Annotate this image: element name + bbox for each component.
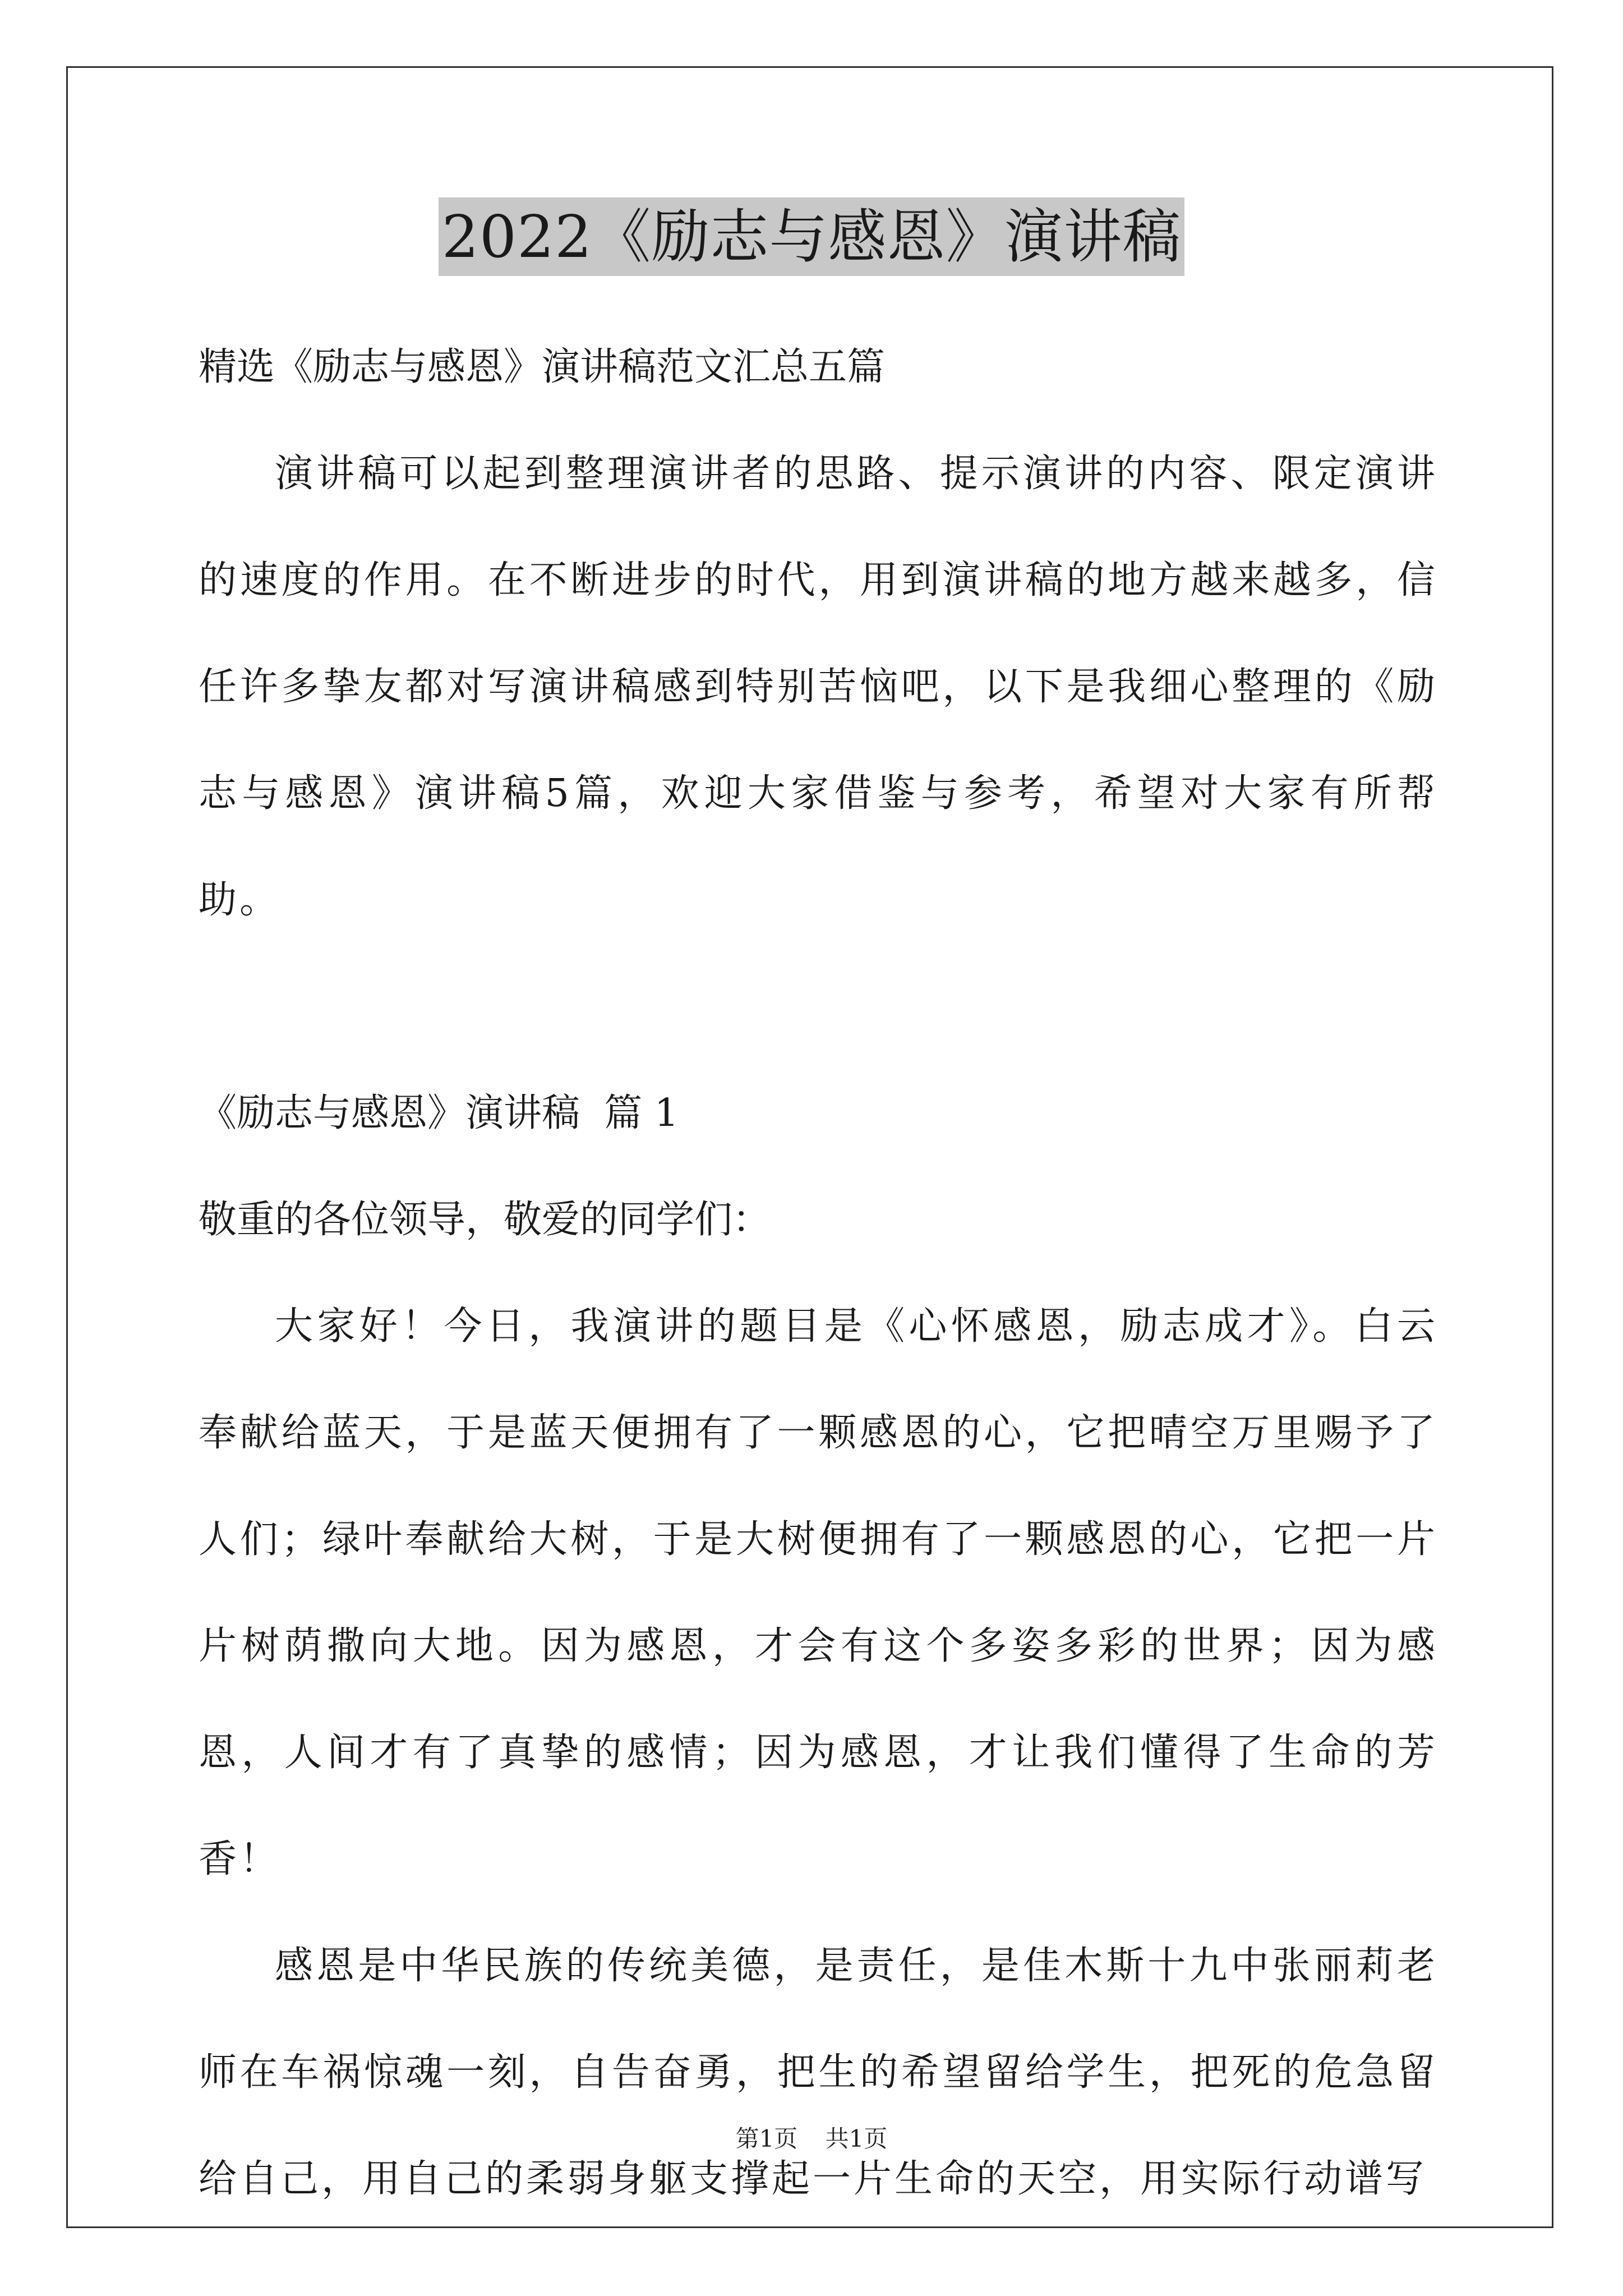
- document-subtitle: 精选《励志与感恩》演讲稿范文汇总五篇: [199, 345, 886, 389]
- page-number: 第1页: [735, 2125, 798, 2152]
- document-title: 2022《励志与感恩》演讲稿: [439, 197, 1185, 276]
- section-heading: 《励志与感恩》演讲稿 篇 1: [199, 1091, 679, 1135]
- page-total: 共1页: [825, 2125, 888, 2152]
- page-footer: [0, 2120, 1623, 2154]
- title-container: [0, 197, 1623, 276]
- intro-paragraph: 演讲稿可以起到整理演讲者的思路、提示演讲的内容、限定演讲的速度的作用。在不断进步的时代，用到演讲稿的地方越来越多，信任许多挚友都对写演讲稿感到特别苦恼吧，以下是我细心整理的《励志与感恩》演讲稿5篇，欢迎大家借鉴与参考，希望对大家有所帮助。: [199, 452, 1438, 922]
- document-body: [199, 314, 1438, 2233]
- body-paragraph: 大家好！今日，我演讲的题目是《心怀感恩，励志成才》。白云奉献给蓝天，于是蓝天便拥有了一颗感恩的心，它把晴空万里赐予了人们；绿叶奉献给大树，于是大树便拥有了一颗感恩的心，它把一片片树荫撒向大地。因为感恩，才会有这个多姿多彩的世界；因为感恩，人间才有了真挚的感情；因为感恩，才让我们懂得了生命的芳香！: [199, 1304, 1438, 1881]
- body-paragraph: 感恩是中华民族的传统美德，是责任，是佳木斯十九中张丽莉老师在车祸惊魂一刻，自告奋勇，把生的希望留给学生，把死的危急留给自己，用自己的柔弱身躯支撑起一片生命的天空，用实际行动谱写: [199, 1944, 1438, 2201]
- salutation: 敬重的各位领导，敬爱的同学们：: [199, 1198, 771, 1242]
- section-gap: [199, 954, 1438, 1060]
